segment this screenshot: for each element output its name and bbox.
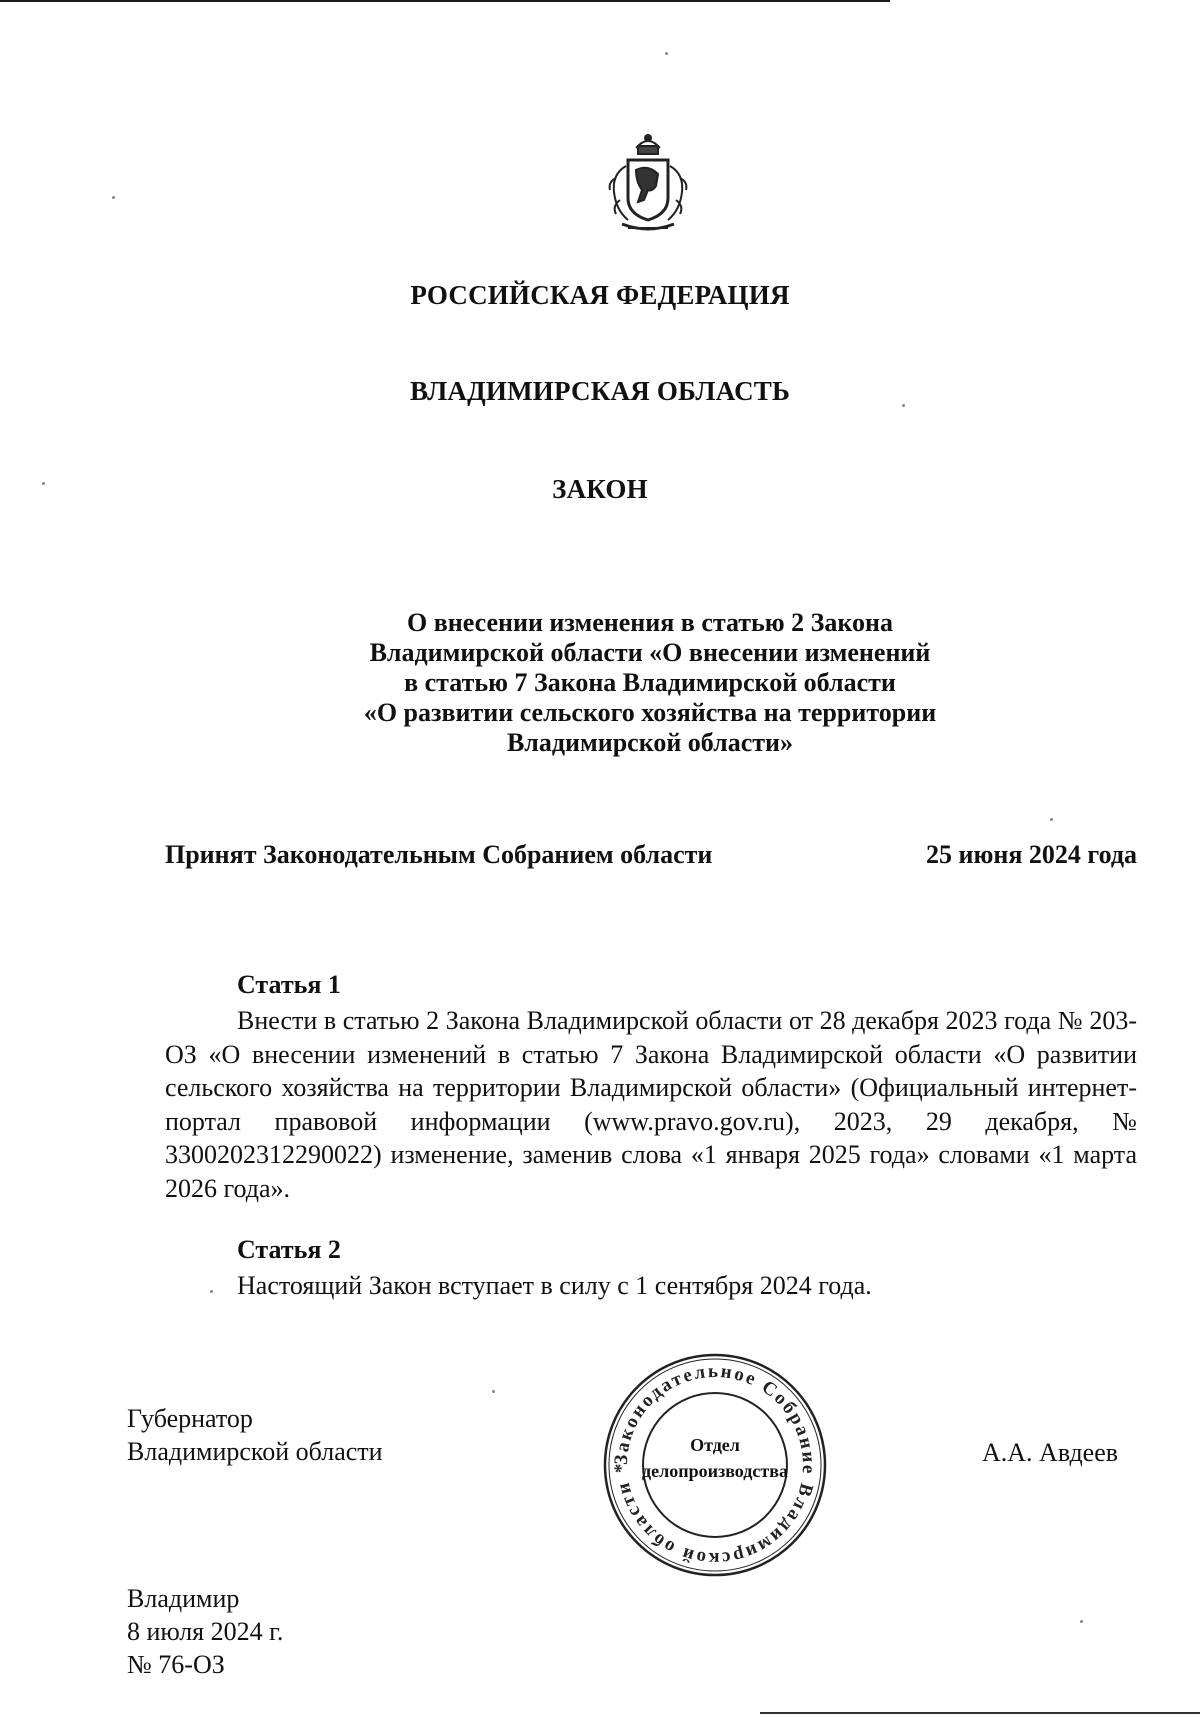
scan-speck [1080, 1620, 1083, 1623]
scan-bottom-edge [760, 1712, 1200, 1714]
law-title-line: О внесении изменения в статью 2 Закона [406, 608, 894, 637]
scan-top-edge [0, 0, 890, 2]
law-title-line: Владимирской области «О внесении изменений [369, 638, 931, 667]
scan-speck [902, 404, 905, 407]
adoption-date: 25 июня 2024 года [926, 840, 1137, 869]
region-heading: ВЛАДИМИРСКАЯ ОБЛАСТЬ [409, 376, 791, 406]
seal-ring-text: Законодательное Собрание Владимирской области * [610, 1360, 820, 1570]
scan-speck [665, 52, 668, 55]
signatory-position-line: Владимирской области [127, 1437, 383, 1466]
law-title-line: Владимирской области» [506, 728, 794, 757]
seal-center-line: Отдел [690, 1435, 740, 1455]
article-1-heading: Статья 1 [237, 970, 341, 999]
law-title [300, 608, 1000, 758]
signatory-position [127, 1402, 383, 1468]
issue-number: № 76-ОЗ [127, 1650, 225, 1679]
article-2-heading: Статья 2 [237, 1235, 341, 1264]
article-2-text: Настоящий Закон вступает в силу с 1 сентября 2024 года. [237, 1271, 872, 1300]
issue-details [127, 1582, 283, 1681]
scan-speck [210, 1290, 213, 1293]
document-type-heading: ЗАКОН [552, 474, 648, 504]
issue-city: Владимир [127, 1584, 240, 1613]
seal-center-line: делопроизводства [642, 1461, 788, 1481]
article-1-text: Внести в статью 2 Закона Владимирской области от 28 декабря 2023 года № 203-ОЗ «О внесении изменений в статью 7 Закона Владимирской области «О развитии сельского хозяйства на территории Владимирской области» (Официальный интернет-портал правовой информации (www.pravo.gov.ru), 2023, 29 декабря, № 3300202312290022) изменение, заменив слова «1 января 2025 года» словами «1 марта 2026 года». [165, 1006, 1137, 1203]
coat-of-arms-icon [598, 130, 698, 240]
law-title-line: «О развитии сельского хозяйства на территории [363, 698, 937, 727]
scan-speck [1050, 818, 1053, 821]
scan-speck [112, 196, 115, 199]
issue-date: 8 июля 2024 г. [127, 1617, 284, 1646]
country-heading: РОССИЙСКАЯ ФЕДЕРАЦИЯ [410, 280, 790, 310]
scan-speck [42, 482, 45, 485]
adoption-label: Принят Законодательным Собранием области [165, 840, 713, 869]
signatory-name: А.А. Авдеев [982, 1438, 1119, 1467]
seal-center-text [640, 1432, 790, 1484]
scan-speck [492, 1390, 495, 1393]
signatory-position-line: Губернатор [127, 1404, 253, 1433]
adoption-line [165, 840, 1137, 872]
law-title-line: в статью 7 Закона Владимирской области [404, 668, 896, 697]
